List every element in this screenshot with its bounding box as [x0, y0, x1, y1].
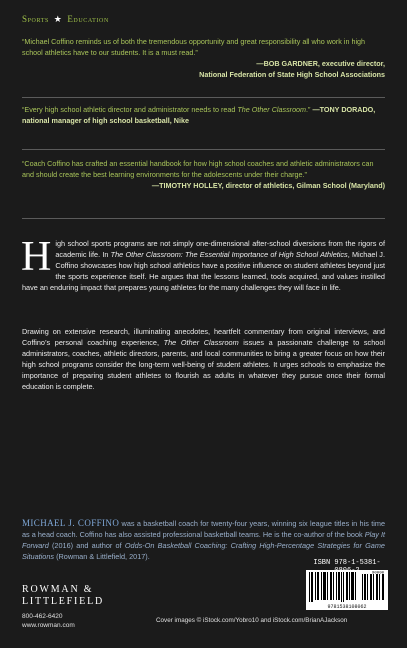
- divider: [22, 149, 385, 150]
- category-sports: Sports: [22, 14, 49, 24]
- publisher-phone: 800-462-6420: [22, 613, 63, 620]
- quote-text: “Coach Coffino has crafted an essential handbook for how high school coaches and athletic administrators can and should create the best learning environments for the adolescents under their charge.”: [22, 159, 374, 179]
- quote-text: “Michael Coffino reminds us of both the tremendous opportunity and great responsibility all who work in high school athletics have to our students. It is a must read.”: [22, 37, 366, 57]
- publisher-contact: [22, 612, 75, 630]
- blurb-quote-1: [22, 36, 385, 80]
- description-paragraph-2: Drawing on extensive research, illuminating anecdotes, heartfelt commentary from original interviews, and Coffino’s personal coaching experience, The Other Classroom issues a passionate challenge to school administrators, coaches, athletic directors, parents, and local communities to bring a greater focus on how their high school programs consider the long-term well-being of student athletes. It urges schools to emphasize the importance of preparing student athletes to flourish as adults in whatever they pursue once their formal education is complete.: [22, 327, 385, 391]
- barcode-price: 90000: [372, 571, 385, 576]
- blurb-quote-2: “Every high school athletic director and administrator needs to read The Other Classroom.” —TONY DORADO, national manager of high school basketball, Nike: [22, 105, 376, 125]
- publisher-logo: ROWMAN & LITTLEFIELD: [22, 584, 105, 607]
- divider: [22, 97, 385, 98]
- category-label: [22, 14, 109, 25]
- drop-cap: H: [21, 234, 52, 280]
- publisher-website: www.rowman.com: [22, 622, 75, 629]
- blurb-quote-3: [22, 158, 385, 191]
- quote-attribution: —TONY DORADO, national manager of high school basketball, Nike: [22, 105, 376, 125]
- quote-text: “Every high school athletic director and administrator needs to read: [22, 105, 238, 114]
- description-paragraph-1: High school sports programs are not simply one-dimensional after-school diversions from the rigors of academic life. In The Other Classroom: The Essential Importance of High School Athletics, Michael J. Coffino showcases how high school athletics have a positive influence on student athletes beyond just the sports experience itself. He argues that the lessons learned, tools acquired, and values instilled have an enduring impact that prepares young athletes for the many challenges they will face in life.: [21, 234, 385, 292]
- book-title: The Other Classroom: [163, 338, 239, 347]
- image-credits: Cover images © iStock.com/Yobro10 and iStock.com/BrianAJackson: [156, 617, 348, 624]
- category-education: Education: [67, 14, 109, 24]
- author-bio: MICHAEL J. COFFINO was a basketball coach for twenty-four years, winning six league titles in his time as a head coach. Coffino has also assisted professional basketball teams. He is the co-author of the book Play It Forward (2016) and author of Odds-On Basketball Coaching: Crafting High-Percentage Strategies for Game Situations (Rowman & Littlefield, 2017).: [22, 518, 386, 561]
- quote-attribution: —BOB GARDNER, executive director,: [256, 59, 385, 68]
- barcode-bars: [306, 570, 388, 604]
- quote-book-title: The Other Classroom: [237, 105, 307, 114]
- star-icon: ★: [53, 14, 63, 24]
- quote-attribution-org: National Federation of State High School Associations: [199, 70, 385, 79]
- author-name: MICHAEL J. COFFINO: [22, 518, 120, 528]
- divider: [22, 218, 385, 219]
- quote-attribution: —TIMOTHY HOLLEY, director of athletics, Gilman School (Maryland): [151, 181, 385, 190]
- isbn-label: ISBN 978-1-5381-: [313, 559, 381, 567]
- barcode-digits: 9781538108062: [306, 604, 388, 610]
- book-title: The Other Classroom: The Essential Importance of High School Athletics: [110, 250, 348, 259]
